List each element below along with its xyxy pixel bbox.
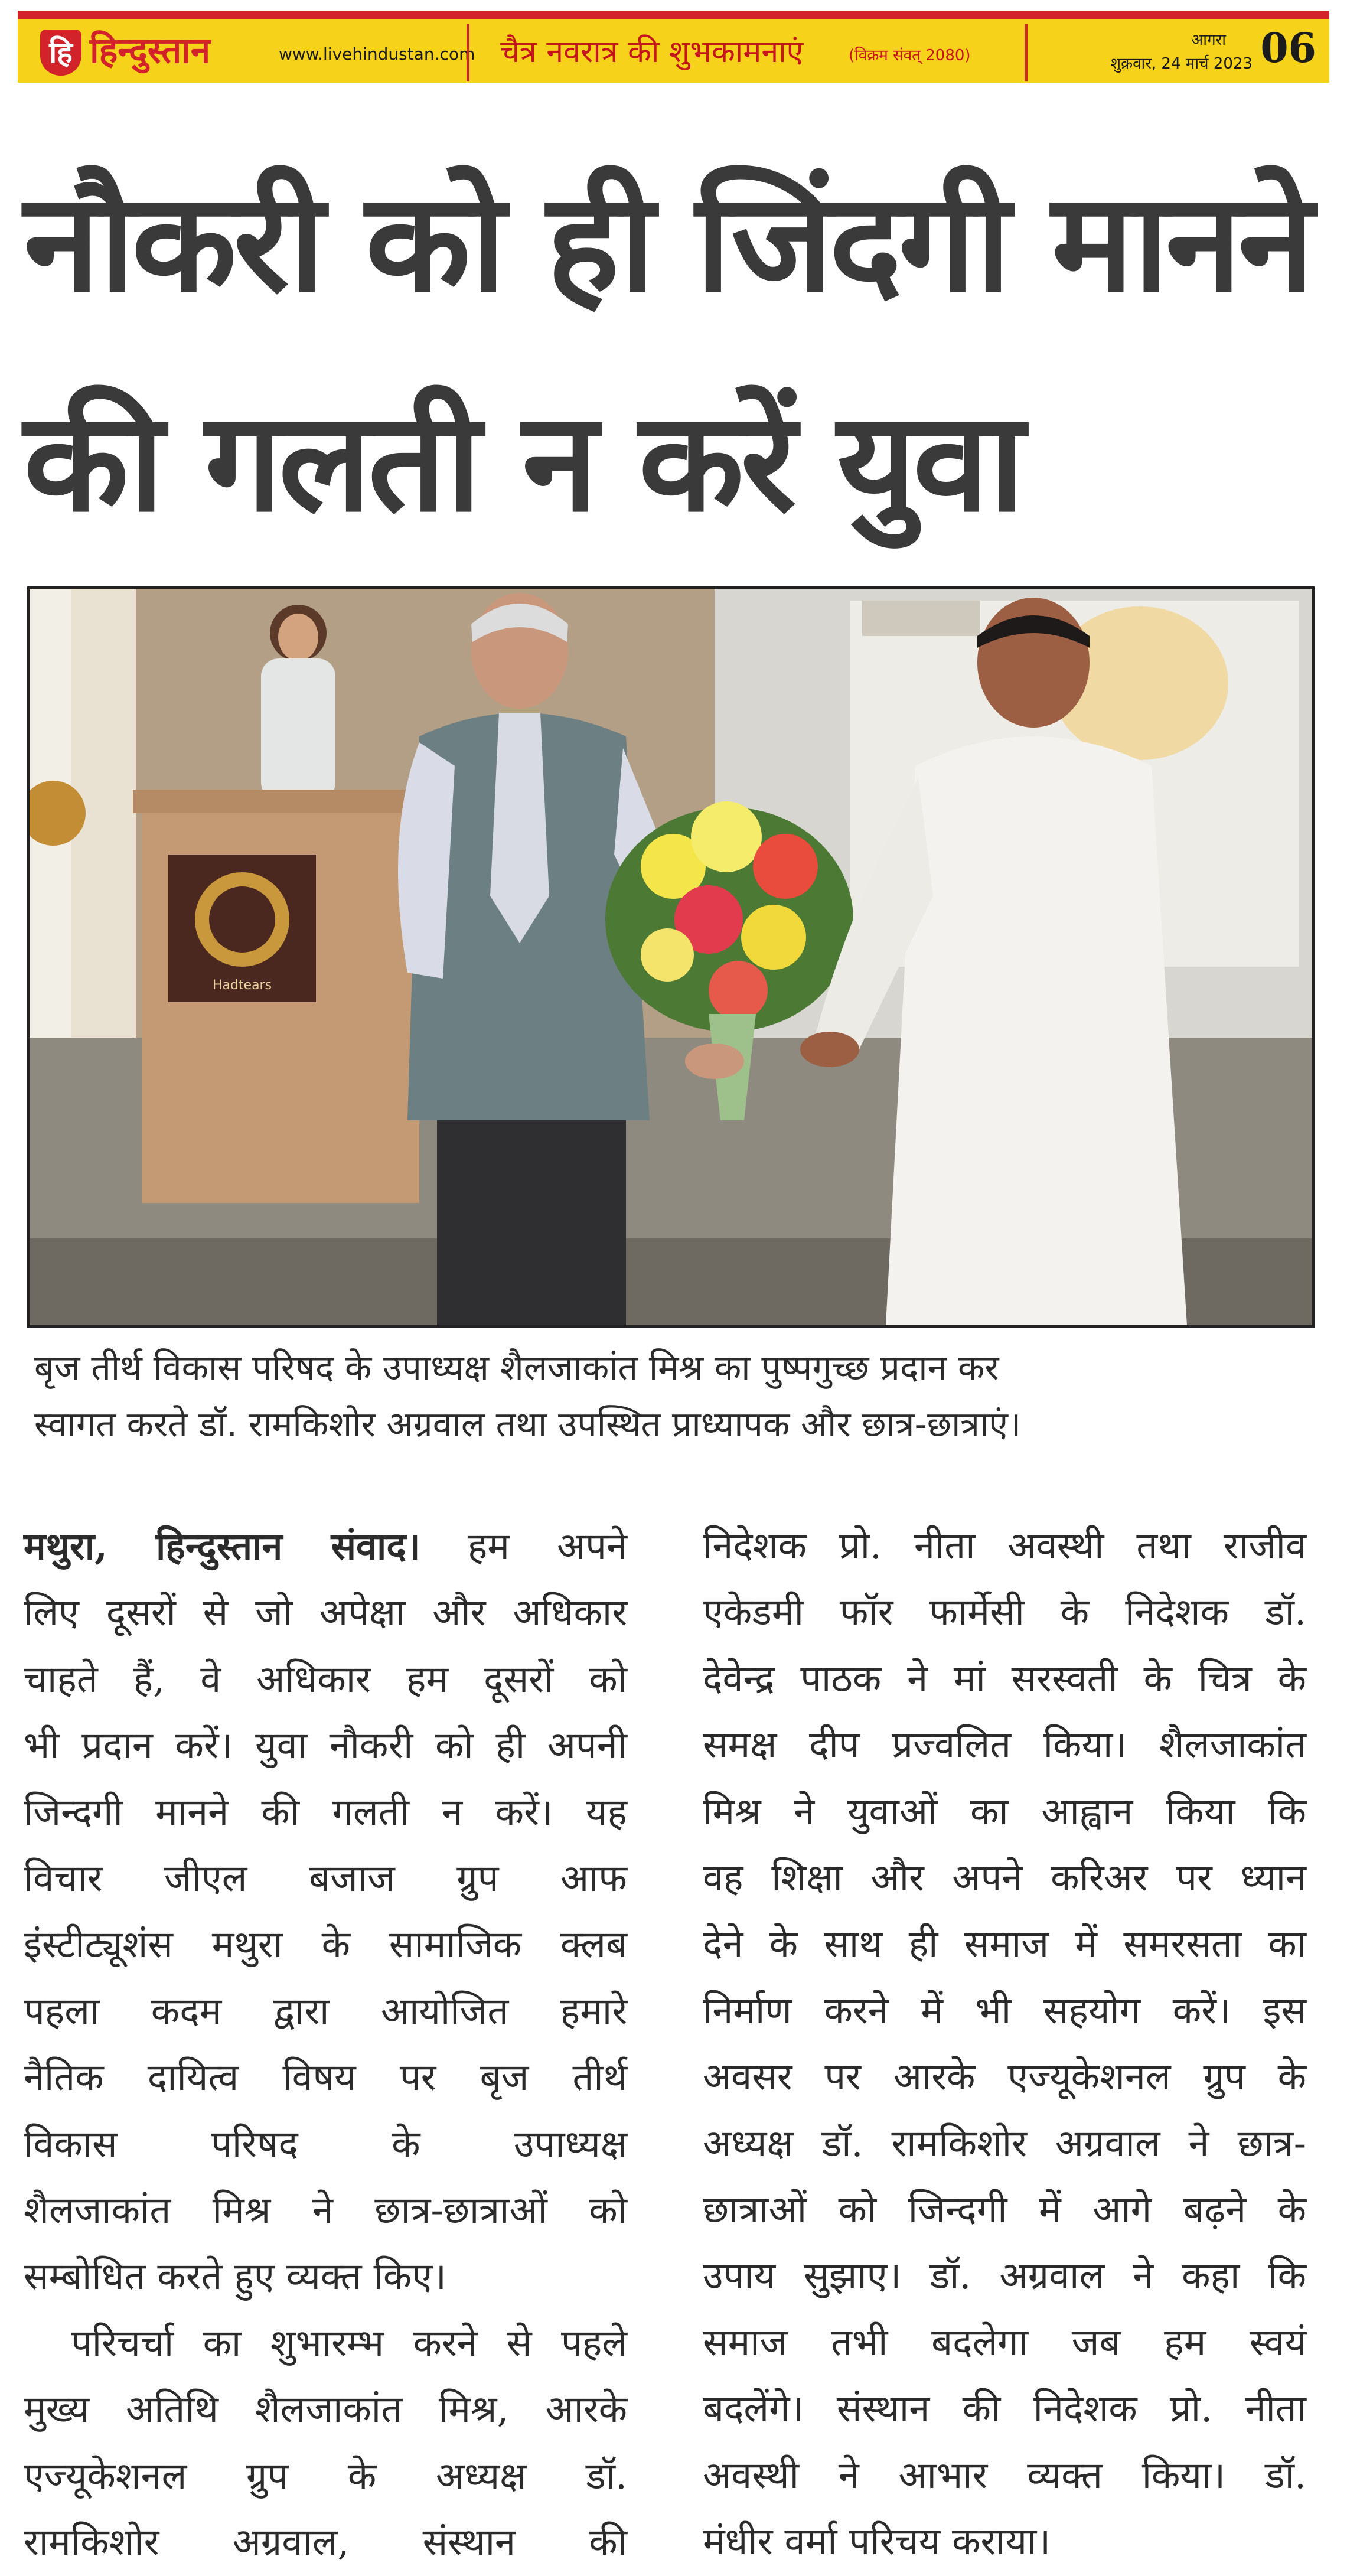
edition-city: आगरा <box>1191 31 1226 49</box>
article-line: भी प्रदान करें। युवा नौकरी को ही अपनी <box>24 1724 627 1768</box>
caption-line-2: स्वागत करते डॉ. रामकिशोर अग्रवाल तथा उपस्थित प्राध्यापक और छात्र-छात्राएं। <box>34 1404 1022 1444</box>
article-line-text: हम अपने <box>420 1525 627 1568</box>
article-line: निदेशक प्रो. नीता अवस्थी तथा राजीव <box>703 1524 1306 1567</box>
article-line: नैतिक दायित्व विषय पर बृज तीर्थ <box>24 2056 627 2099</box>
article-line: देने के साथ ही समाज में समरसता का <box>703 1922 1306 1966</box>
article-line: रामकिशोर अग्रवाल, संस्थान की <box>24 2520 627 2564</box>
article-line: अवसर पर आरके एज्यूकेशनल ग्रुप के <box>703 2055 1306 2099</box>
masthead <box>18 11 1329 83</box>
article-line: सम्बोधित करते हुए व्यक्त किए। <box>24 2255 446 2298</box>
article-line <box>24 1513 627 1580</box>
photo-illustration <box>30 589 1312 1325</box>
article-line: लिए दूसरों से जो अपेक्षा और अधिकार <box>24 1591 627 1635</box>
headline-line-1: नौकरी को ही जिंदगी मानने <box>24 163 1311 322</box>
article-line: विकास परिषद के उपाध्यक्ष <box>24 2122 627 2166</box>
article-paragraph <box>24 1513 627 2310</box>
newspaper-name: हिन्दुस्तान <box>90 30 211 71</box>
article-line: छात्राओं को जिन्दगी में आगे बढ़ने के <box>703 2188 1306 2232</box>
article-line: अवस्थी ने आभार व्यक्त किया। डॉ. <box>703 2453 1306 2497</box>
article-line: पहला कदम द्वारा आयोजित हमारे <box>24 1989 627 2033</box>
article-line: बदलेंगे। संस्थान की निदेशक प्रो. नीता <box>703 2387 1306 2431</box>
newspaper-logo-icon: हि <box>40 30 81 76</box>
article-line: मंधीर वर्मा परिचय कराया। <box>703 2520 1051 2564</box>
festival-greeting-box <box>467 24 1028 81</box>
article-line: एज्यूकेशनल ग्रुप के अध्यक्ष डॉ. <box>24 2454 627 2497</box>
website-url: www.livehindustan.com <box>279 44 475 64</box>
article-column-right <box>703 1513 1306 2575</box>
article-line: विचार जीएल बजाज ग्रुप आफ <box>24 1857 627 1900</box>
article-line: समाज तभी बदलेगा जब हम स्वयं <box>703 2320 1306 2364</box>
article-line: जिन्दगी मानने की गलती न करें। यह <box>24 1790 627 1834</box>
article-paragraph <box>24 2310 627 2576</box>
article-line: समक्ष दीप प्रज्वलित किया। शैलजाकांत <box>703 1723 1306 1767</box>
samvat-year: (विक्रम संवत् 2080) <box>849 47 971 64</box>
dateline: मथुरा, हिन्दुस्तान संवाद। <box>24 1524 420 1568</box>
podium-emblem-text: Hadtears <box>212 978 272 993</box>
headline-line-2: की गलती न करें युवा <box>24 383 1022 542</box>
article-line: वह शिक्षा और अपने करिअर पर ध्यान <box>703 1856 1306 1900</box>
issue-date: शुक्रवार, 24 मार्च 2023 <box>1110 55 1253 73</box>
caption-line-1: बृज तीर्थ विकास परिषद के उपाध्यक्ष शैलजाकांत मिश्र का पुष्पगुच्छ प्रदान कर <box>34 1347 999 1388</box>
article-line: उपाय सुझाए। डॉ. अग्रवाल ने कहा कि <box>703 2254 1306 2298</box>
article-line: परिचर्चा का शुभारम्भ करने से पहले <box>71 2321 627 2365</box>
page-number: 06 <box>1260 25 1316 72</box>
news-photo <box>27 586 1315 1328</box>
article-line: शैलजाकांत मिश्र ने छात्र-छात्राओं को <box>24 2189 627 2232</box>
article-line: अध्यक्ष डॉ. रामकिशोर अग्रवाल ने छात्र- <box>703 2121 1306 2165</box>
article-line: देवेन्द्र पाठक ने मां सरस्वती के चित्र के <box>703 1657 1306 1700</box>
article-column-left <box>24 1513 627 2576</box>
article-line: मुख्य अतिथि शैलजाकांत मिश्र, आरके <box>24 2388 627 2431</box>
photo-caption <box>34 1339 1322 1453</box>
article-line: मिश्र ने युवाओं का आह्वान किया कि <box>703 1789 1306 1833</box>
article-line: इंस्टीट्यूशंस मथुरा के सामाजिक क्लब <box>24 1923 627 1967</box>
article-paragraph <box>703 1513 1306 2575</box>
festival-greeting: चैत्र नवरात्र की शुभकामनाएं <box>500 34 804 70</box>
article-line: एकेडमी फॉर फार्मेसी के निदेशक डॉ. <box>703 1590 1306 1634</box>
article-headline <box>24 133 1335 572</box>
article-line: चाहते हैं, वे अधिकार हम दूसरों को <box>24 1657 627 1701</box>
article-line: निर्माण करने में भी सहयोग करें। इस <box>703 1988 1306 2032</box>
